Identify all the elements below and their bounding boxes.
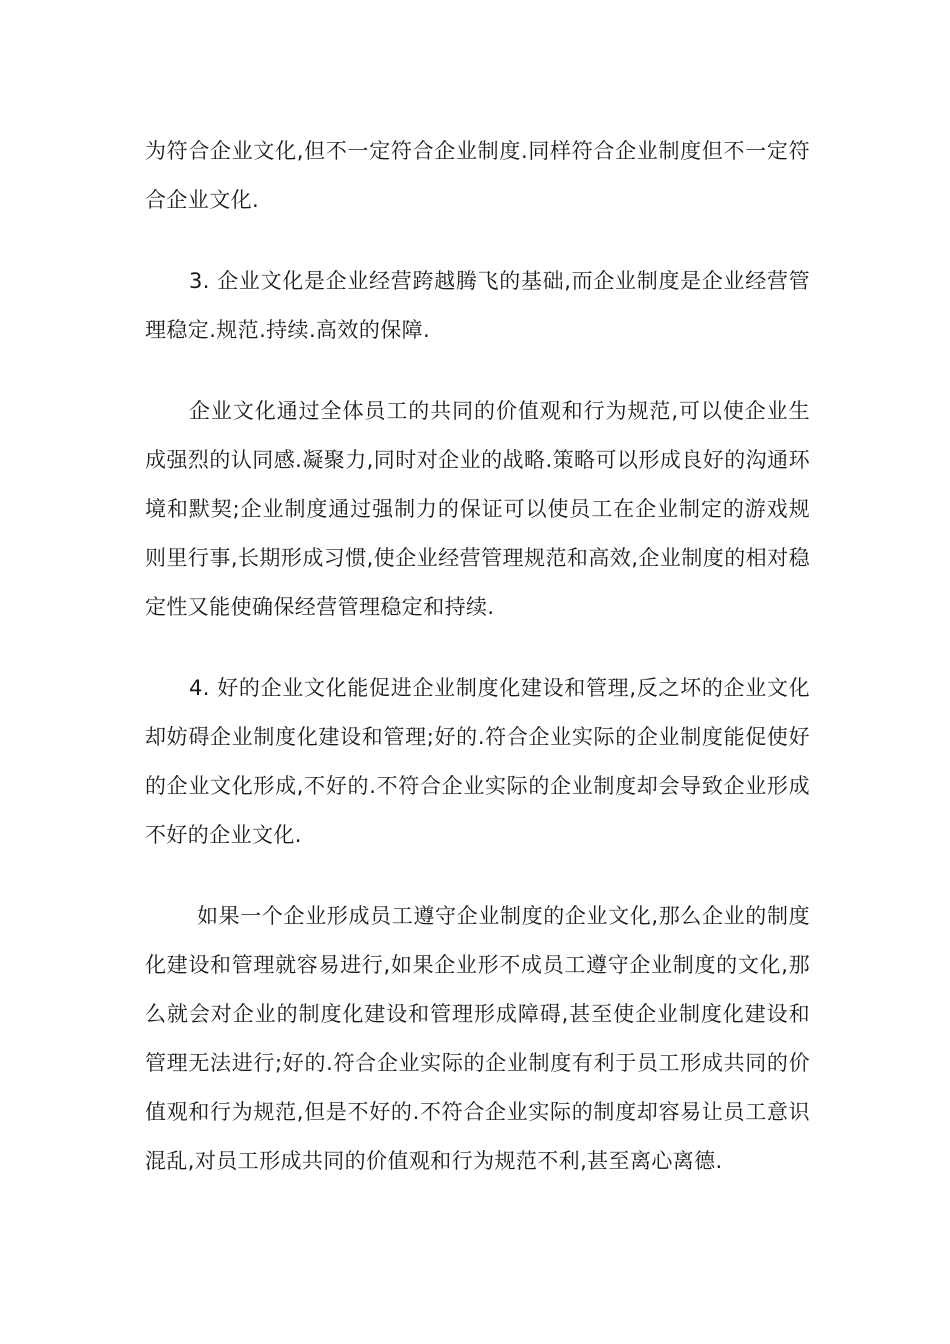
- document-body: [145, 127, 810, 1186]
- paragraph-continuation: 为符合企业文化,但不一定符合企业制度.同样符合企业制度但不一定符合企业文化.: [145, 139, 810, 212]
- paragraph-point-3: 3. 企业文化是企业经营跨越腾飞的基础,而企业制度是企业经营管理稳定.规范.持续.高效的保障.: [145, 269, 810, 342]
- paragraph-culture-vs-system: 企业文化通过全体员工的共同的价值观和行为规范,可以使企业生成强烈的认同感.凝聚力,同时对企业的战略.策略可以形成良好的沟通环境和默契;企业制度通过强制力的保证可以使员工在企业制定的游戏规则里行事,长期形成习惯,使企业经营管理规范和高效,企业制度的相对稳定性又能使确保经营管理稳定和持续.: [145, 399, 810, 619]
- paragraph-point-4: 4. 好的企业文化能促进企业制度化建设和管理,反之坏的企业文化却妨碍企业制度化建设和管理;好的.符合企业实际的企业制度能促使好的企业文化形成,不好的.不符合企业实际的企业制度却会导致企业形成不好的企业文化.: [145, 676, 810, 847]
- paragraph-compliance-culture: 如果一个企业形成员工遵守企业制度的企业文化,那么企业的制度化建设和管理就容易进行,如果企业形不成员工遵守企业制度的文化,那么就会对企业的制度化建设和管理形成障碍,甚至使企业制度化建设和管理无法进行;好的.符合企业实际的企业制度有利于员工形成共同的价值观和行为规范,但是不好的.不符合企业实际的制度却容易让员工意识混乱,对员工形成共同的价值观和行为规范不利,甚至离心离德.: [145, 904, 810, 1173]
